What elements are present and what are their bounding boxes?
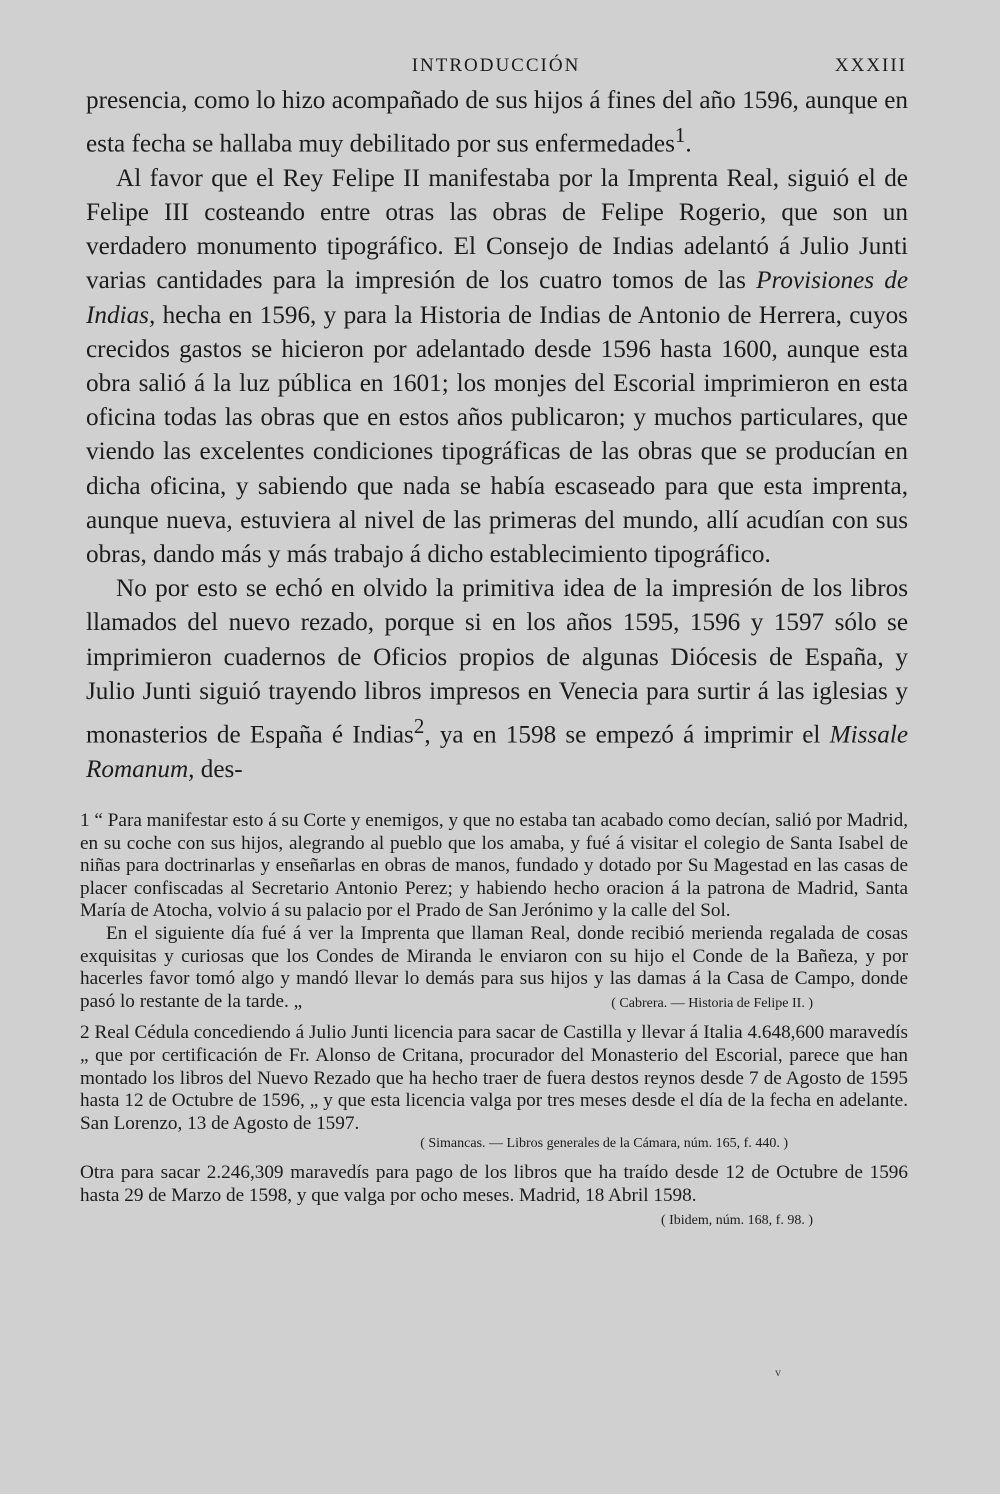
footnotes — [80, 810, 908, 1232]
page-number: XXXIII — [834, 55, 907, 76]
footnote-2: 2 Real Cédula concediendo á Julio Junti licencia para sacar de Castilla y llevar á Italia 4.648,600 maravedís „ que por certificación de Fr. Alonso de Critana, procurador del Monasterio del Escorial, parece que han montado los libros del Nuevo Rezado que ha hecho traer de fuera destos reynos desde 7 de Agosto de 1595 hasta 12 de Octubre de 1596, „ y que esta licencia valga por tres meses desde el día de la fecha en adelante. San Lorenzo, 13 de Agosto de 1597. — [80, 1022, 908, 1134]
paragraph-1: presencia, como lo hizo acompañado de sus hijos á fines del año 1596, aunque en esta fecha se hallaba muy debilitado por sus enfermedades$^1$. — [86, 87, 908, 158]
italic-title: Missale Romanum, — [86, 721, 908, 783]
footnote-ref-2: 2 — [413, 714, 425, 739]
italic-title: Provisiones de Indias, — [86, 267, 909, 329]
page-header — [85, 55, 907, 85]
footnote-1: 1 “ Para manifestar esto á su Corte y enemigos, y que no estaba tan acabado como decían, salió por Madrid, en su coche con sus hijos, alegrando al pueblo que los amaba, y fué á visitar el colegio de Santa Isabel de niñas para doctrinarlas y enseñarlas en obras de manos, fundado y dotado por Su Magestad en las casas de placer confiscadas al Secretario Antonio Perez; y habiendo hecho oracion á la patrona de Madrid, Santa María de Atocha, volvio á su palacio por el Prado de San Jerónimo y la calle del Sol. — [80, 810, 908, 922]
footnote-3: Otra para sacar 2.246,309 maravedís para pago de los libros que ha traído desde 12 de Octubre de 1596 hasta 29 de Marzo de 1598, y que valga por ocho meses. Madrid, 18 Abril 1598. ( Ibidem, núm. 168, f. 98. ) — [80, 1162, 908, 1207]
footnote-1-continued: En el siguiente día fué á ver la Imprenta que llaman Real, donde recibió merienda regalada de cosas exquisitas y curiosas que los Condes de Miranda le enviaron con su hijo el Conde de la Bañeza, y por hacerles favor tomó algo y mandó llevar lo demás para sus hijos y las damas á la Casa de Campo, donde pasó lo restante de la tarde. „ ( Cabrera. — Historia de Felipe II. ) — [80, 923, 908, 1013]
running-title: INTRODUCCIÓN — [411, 55, 581, 76]
footnote-source: ( Cabrera. — Historia de Felipe II. ) — [611, 995, 813, 1011]
signature-mark: v — [775, 1365, 781, 1379]
main-text — [86, 84, 908, 787]
paragraph-3: No por esto se echó en olvido la primitiva idea de la impresión de los libros llamados del nuevo rezado, porque si en los años 1595, 1596 y 1597 sólo se imprimieron cuadernos de Oficios propios de algunas Diócesis de España, y Julio Junti siguió trayendo libros impresos en Venecia para surtir á las iglesias y monasterios de España é Indias$^2$, ya en 1598 se empezó á imprimir el Missale Romanum, des- — [86, 575, 908, 783]
footnote-source: ( Ibidem, núm. 168, f. 98. ) — [660, 1212, 813, 1228]
footnote-source: ( Simancas. — Libros generales de la Cámara, núm. 165, f. 440. ) — [420, 1136, 788, 1152]
paragraph-2: Al favor que el Rey Felipe II manifestaba por la Imprenta Real, siguió el de Felipe III costeando entre otras las obras de Felipe Rogerio, que son un verdadero monumento tipográfico. El Consejo de Indias adelantó á Julio Junti varias cantidades para la impresión de los cuatro tomos de las Provisiones de Indias, hecha en 1596, y para la Historia de Indias de Antonio de Herrera, cuyos crecidos gastos se hicieron por adelantado desde 1596 hasta 1600, aunque esta obra salió á la luz pública en 1601; los monjes del Escorial imprimieron en esta oficina todas las obras que en estos años publicaron; y muchos particulares, que viendo las excelentes condiciones tipográficas de las obras que se producían en dicha oficina, y sabiendo que nada se había escaseado para que esta imprenta, aunque nueva, estuviera al nivel de las primeras del mundo, allí acudían con sus obras, dando más y más trabajo á dicho establecimiento tipográfico. — [86, 164, 909, 569]
footnote-ref-1: 1 — [674, 123, 686, 148]
